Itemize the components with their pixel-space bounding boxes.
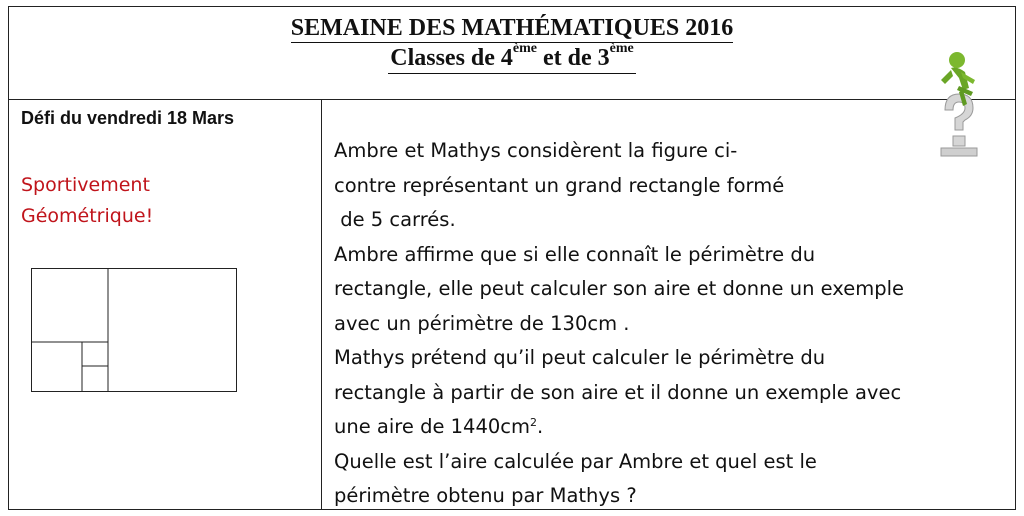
rectangle-five-squares-figure (31, 268, 237, 392)
challenge-subtitle (21, 170, 153, 232)
defi-label: Défi du vendredi 18 Mars (21, 108, 235, 128)
title-text: SEMAINE DES MATHÉMATIQUES 2016 (290, 15, 734, 41)
problem-line-5: rectangle, elle peut calculer son aire et donne un exemple (334, 277, 905, 300)
classes-middle: et de 3 (537, 45, 610, 71)
thinker-on-question-mark-icon (927, 50, 987, 160)
problem-line-area (334, 410, 1004, 445)
problem-line-6: avec un périmètre de 130cm . (334, 311, 630, 335)
subtitle-line-2: Géométrique! (21, 205, 154, 227)
problem-line-7: Mathys prétend qu’il peut calculer le périmètre du (334, 346, 826, 369)
page-title (9, 15, 1015, 42)
area-suffix: . (536, 415, 544, 438)
problem-line-4: Ambre affirme que si elle connaît le périmètre du (334, 242, 816, 266)
area-prefix: une aire de 1440cm (334, 415, 530, 438)
classes-sup-1: ème (512, 41, 537, 56)
problem-line-2: contre représentant un grand rectangle formé (334, 173, 785, 197)
subtitle-line-1: Sportivement (21, 174, 150, 196)
question-line-2: périmètre obtenu par Mathys ? (334, 484, 637, 507)
problem-statement (334, 134, 1004, 514)
challenge-sheet (8, 6, 1016, 510)
problem-line-1: Ambre et Mathys considèrent la figure ci- (334, 139, 738, 162)
classes-sup-2: ème (609, 41, 634, 56)
left-column (9, 100, 322, 509)
classes-prefix: Classes de 4 (390, 45, 513, 71)
header (9, 7, 1015, 100)
classes-subtitle-inner (388, 41, 636, 74)
question-line-1: Quelle est l’aire calculée par Ambre et quel est le (334, 449, 817, 473)
right-column (322, 100, 1015, 509)
classes-subtitle (9, 41, 1015, 72)
outer-rectangle (32, 269, 237, 392)
problem-line-8: rectangle à partir de son aire et il donne un exemple avec (334, 380, 902, 404)
problem-line-3: de 5 carrés. (334, 208, 456, 231)
area-exponent: 2 (529, 416, 537, 429)
